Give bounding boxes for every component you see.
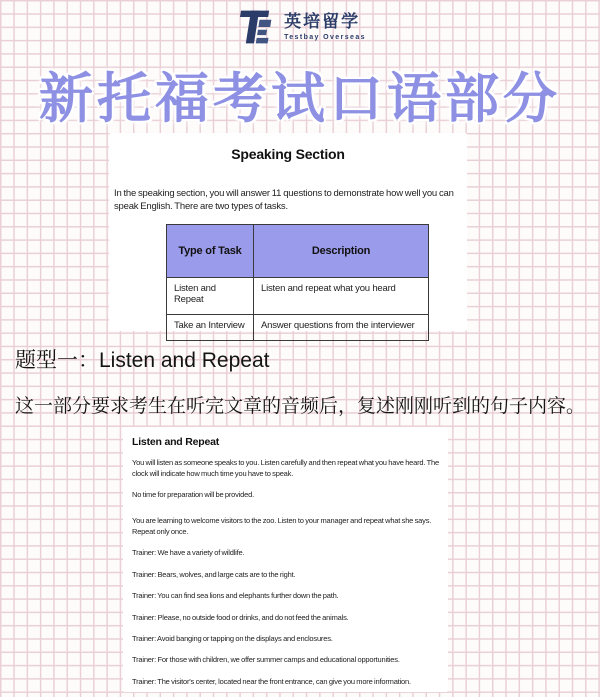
trainer-line: Trainer: You can find sea lions and elephants further down the path. xyxy=(132,591,339,601)
trainer-line: Trainer: Please, no outside food or drinks, and do not feed the animals. xyxy=(132,612,349,622)
logo-brand-english: Testbay Overseas xyxy=(284,34,366,42)
speaking-section-intro: In the speaking section, you will answer 11 questions to demonstrate how well you can speak English. There are two types of tasks. xyxy=(114,188,454,213)
scenario-paragraph: You are learning to welcome visitors to the zoo. Listen to your manager and repeat what she says. Repeat only once. xyxy=(132,516,432,536)
cell-task-type: Listen and Repeat xyxy=(167,277,254,314)
table-header-row xyxy=(167,224,429,277)
instruction-paragraph: You will listen as someone speaks to you. Listen carefully and then repeat what you have heard. The clock will indicate how much time you have to speak. xyxy=(132,458,439,478)
trainer-line: Trainer: We have a variety of wildlife. xyxy=(132,548,245,558)
testbay-te-logo-icon xyxy=(234,8,274,46)
task-types-table xyxy=(166,224,429,341)
trainer-line: Trainer: Avoid banging or tapping on the displays and enclosures. xyxy=(132,633,333,643)
trainer-line: Trainer: Bears, wolves, and large cats are to the right. xyxy=(132,569,296,579)
logo xyxy=(0,8,600,46)
instruction-paragraph: No time for preparation will be provided. xyxy=(132,490,254,500)
speaking-section-heading: Speaking Section xyxy=(231,146,345,162)
cell-task-type: Take an Interview xyxy=(167,314,254,340)
section-heading: 题型一：Listen and Repeat xyxy=(15,349,270,372)
cell-description: Listen and repeat what you heard xyxy=(254,277,429,314)
logo-brand-chinese: 英培留学 xyxy=(284,11,361,31)
logo-text xyxy=(284,13,366,42)
section-description: 这一部分要求考生在听完文章的音频后，复述刚刚听到的句子内容。 xyxy=(15,396,586,417)
trainer-line: Trainer: The visitor's center, located near the front entrance, can give you more information. xyxy=(132,676,411,686)
cell-description: Answer questions from the interviewer xyxy=(254,314,429,340)
trainer-line: Trainer: For those with children, we offer summer camps and educational opportunities. xyxy=(132,655,400,665)
speaking-section-card xyxy=(109,133,467,331)
table-row xyxy=(167,277,429,314)
column-header-type-of-task: Type of Task xyxy=(167,224,254,277)
column-header-description: Description xyxy=(254,224,429,277)
listen-repeat-card xyxy=(123,427,448,692)
table-row xyxy=(167,314,429,340)
page-title: 新托福考试口语部分 xyxy=(39,69,561,129)
listen-repeat-heading: Listen and Repeat xyxy=(132,436,220,448)
